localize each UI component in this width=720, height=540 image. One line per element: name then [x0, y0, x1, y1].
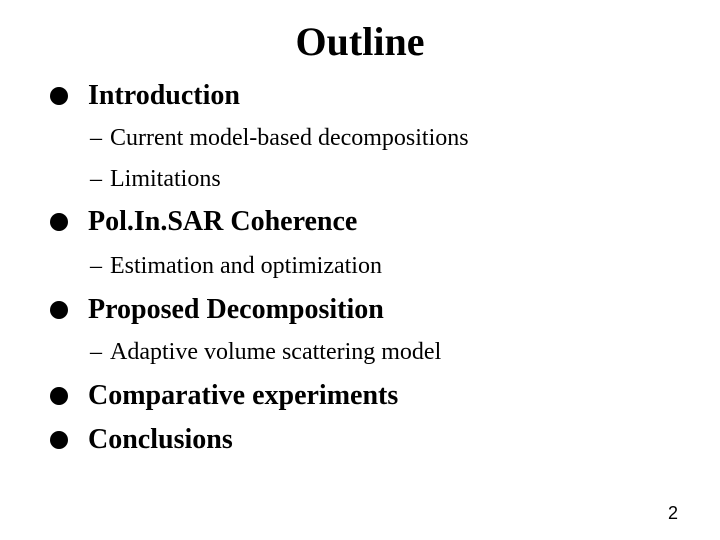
outline-item-proposed-decomposition: [48, 294, 384, 326]
outline-subitem: [90, 339, 441, 366]
outline-item-label: Proposed Decomposition: [88, 294, 384, 325]
outline-item-label: Conclusions: [88, 424, 233, 455]
dash-icon: –: [90, 339, 102, 365]
outline-subitem: [90, 125, 469, 152]
bullet-icon: [50, 387, 68, 405]
bullet-icon: [50, 87, 68, 105]
outline-list: [48, 0, 708, 540]
page-number: 2: [667, 503, 678, 523]
outline-item-polinsar-coherence: [48, 206, 357, 238]
outline-subitem: [90, 166, 221, 193]
outline-subitem-label: Limitations: [110, 166, 221, 192]
outline-item-introduction: [48, 80, 240, 112]
outline-item-label: Introduction: [88, 80, 240, 111]
slide-title-text: Outline: [295, 19, 425, 64]
outline-item-label: Pol.In.SAR Coherence: [88, 206, 358, 237]
bullet-icon: [50, 301, 68, 319]
bullet-icon: [50, 431, 68, 449]
bullet-icon: [50, 213, 68, 231]
outline-item-label: Comparative experiments: [88, 380, 399, 411]
outline-subitem: [90, 253, 382, 280]
dash-icon: –: [90, 166, 102, 192]
outline-subitem-label: Estimation and optimization: [110, 253, 382, 279]
outline-item-conclusions: [48, 424, 233, 456]
outline-subitem-label: Current model-based decompositions: [110, 125, 469, 151]
dash-icon: –: [90, 125, 102, 151]
dash-icon: –: [90, 253, 102, 279]
outline-subitem-label: Adaptive volume scattering model: [110, 339, 442, 365]
outline-item-comparative-experiments: [48, 380, 398, 412]
